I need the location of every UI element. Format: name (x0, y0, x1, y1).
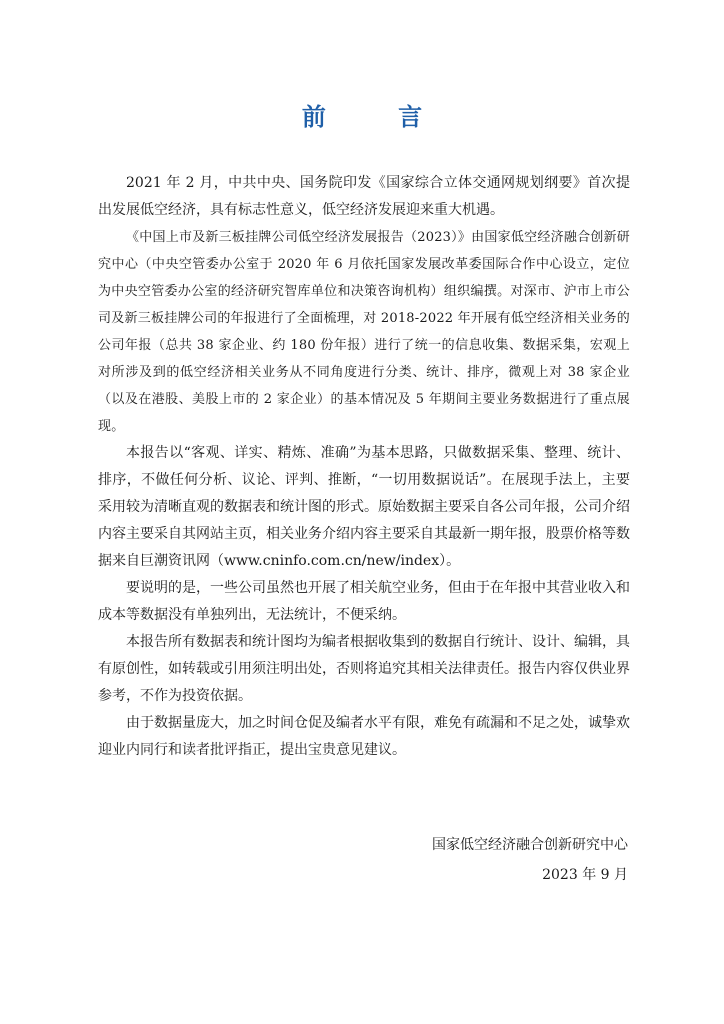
paragraph-4: 要说明的是，一些公司虽然也开展了相关航空业务，但由于在年报中其营业收入和成本等数据没有单独列出，无法统计，不便采纳。 (98, 580, 630, 623)
paragraph-2: 《中国上市及新三板挂牌公司低空经济发展报告（2023）》由国家低空经济融合创新研究中心（中央空管委办公室于 2020 年 6 月依托国家发展改革委国际合作中心设立，定位为中央空管委办公室的经济研究智库单位和决策咨询机构）组织编撰。对深市、沪市上市公司及新三板挂牌公司的年报进行了全面梳理，对 2018-2022 年开展有低空经济相关业务的公司年报（总共 38 家企业、约 180 份年报）进行了统一的信息收集、数据采集，宏观上对所涉及到的低空经济相关业务从不同角度进行分类、统计、排序，微观上对 38 家企业（以及在港股、美股上市的 2 家企业）的基本情况及 5 年期间主要业务数据进行了重点展现。 (98, 230, 630, 434)
paragraph-5: 本报告所有数据表和统计图均为编者根据收集到的数据自行统计、设计、编辑，具有原创性，如转载或引用须注明出处，否则将追究其相关法律责任。报告内容仅供业界参考，不作为投资依据。 (98, 634, 630, 704)
signature-block (432, 830, 628, 890)
preface-body (98, 170, 630, 764)
paragraph-6: 由于数据量庞大，加之时间仓促及编者水平有限，难免有疏漏和不足之处，诚挚欢迎业内同行和读者批评指正，提出宝贵意见建议。 (98, 715, 630, 758)
paragraph-3: 本报告以“客观、详实、精炼、准确”为基本思路，只做数据采集、整理、统计、排序，不做任何分析、议论、评判、推断，“一切用数据说话”。在展现手法上，主要采用较为清晰直观的数据表和统计图的形式。原始数据主要采自各公司年报，公司介绍内容主要采自其网站主页，相关业务介绍内容主要采自其最新一期年报，股票价格等数据来自巨潮资讯网（www.cninfo.com.cn/new/index）。 (98, 445, 630, 569)
signature-organization: 国家低空经济融合创新研究中心 (432, 837, 628, 853)
signature-date: 2023 年 9 月 (542, 867, 628, 883)
paragraph-1: 2021 年 2 月，中共中央、国务院印发《国家综合立体交通网规划纲要》首次提出发展低空经济，具有标志性意义，低空经济发展迎来重大机遇。 (98, 175, 630, 218)
page-title: 前 言 (301, 102, 455, 131)
